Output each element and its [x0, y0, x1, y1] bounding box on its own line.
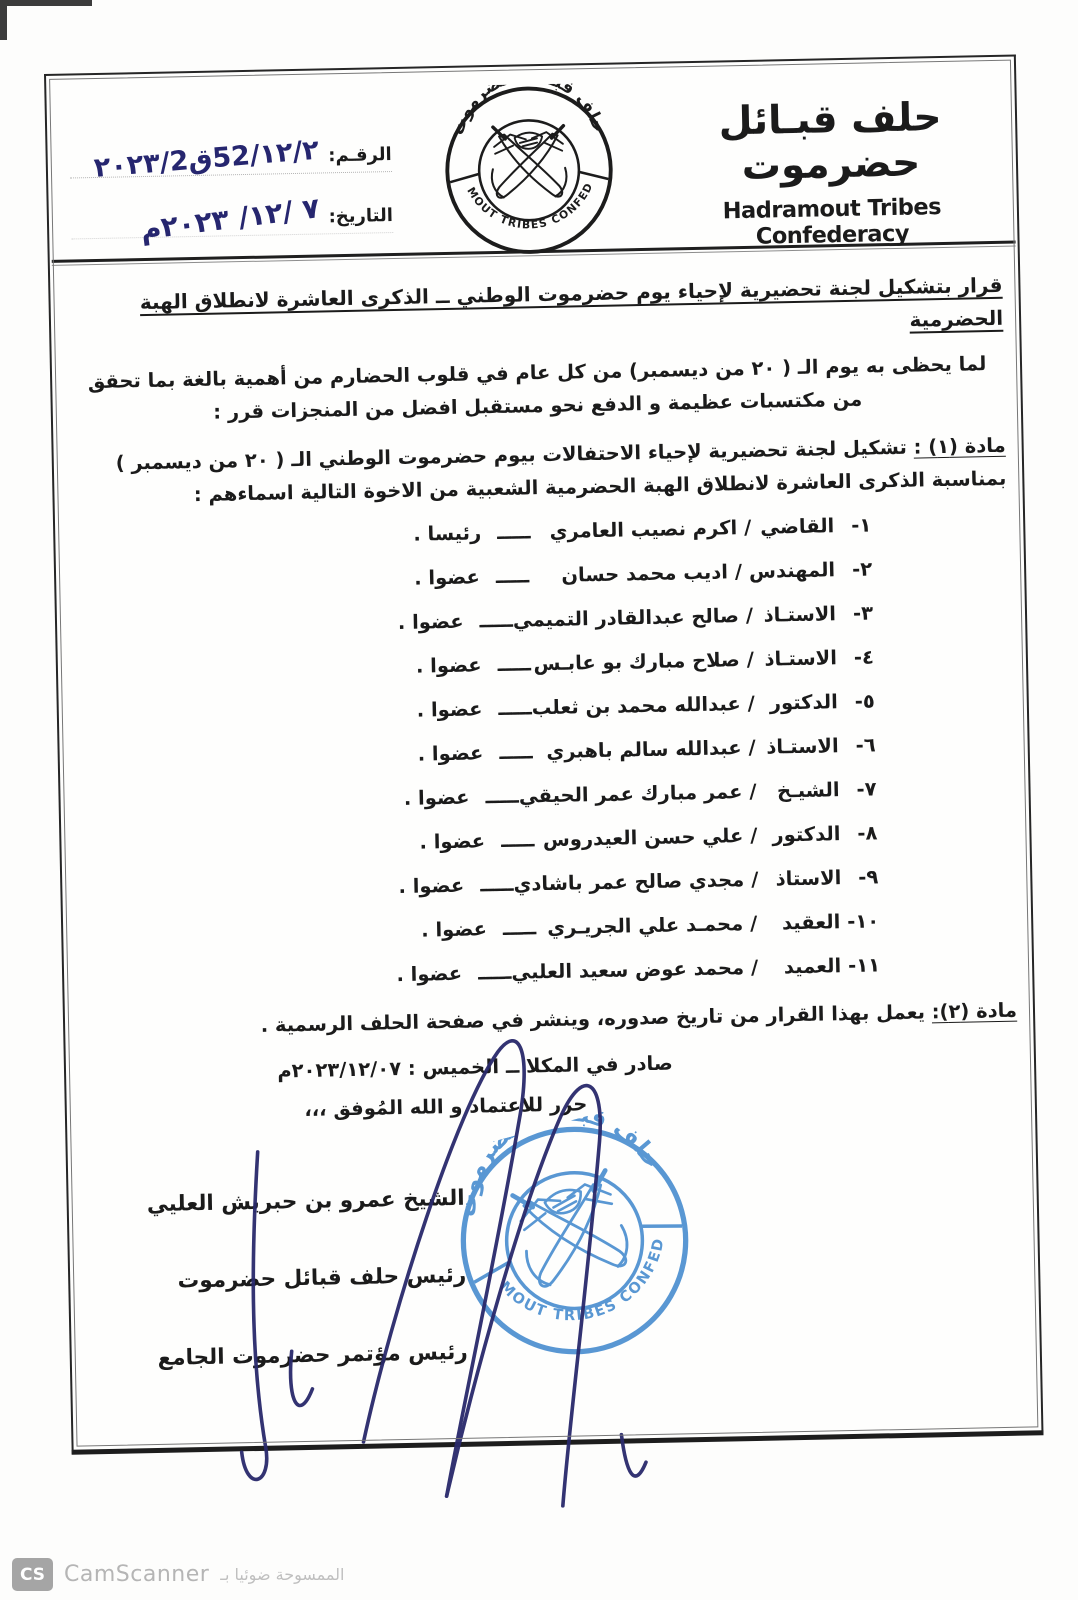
member-person-name: عبدالله محمد بن ثعلب: [531, 691, 741, 719]
article-1-label: مادة (١) :: [913, 433, 1006, 459]
member-person-name: اديب محمد حسان: [561, 559, 729, 587]
letterhead: [46, 57, 1017, 254]
member-role: عضوا .: [398, 873, 465, 898]
member-slash: /: [747, 691, 755, 715]
member-number: ١١-: [847, 952, 881, 977]
article-2-label: مادة (٢):: [931, 998, 1018, 1024]
member-number: ١-: [850, 512, 872, 537]
article-2-text: يعمل بهذا القرار من تاريخ صدوره، وينشر في صفحة الحلف الرسمية .: [260, 1000, 926, 1037]
member-name-group: [561, 557, 872, 586]
member-slash: /: [750, 867, 759, 891]
camscanner-badge-icon: CS: [12, 1558, 53, 1591]
member-person-name: محمد عوض سعيد العليي: [511, 955, 745, 984]
camscanner-name: CamScanner: [64, 1562, 210, 1587]
member-name-group: [546, 733, 876, 763]
member-person-name: صالح عبدالقادر التميمي: [512, 603, 740, 632]
member-slash: /: [749, 911, 758, 935]
org-name-block: [658, 73, 1003, 250]
member-role-group: [416, 652, 531, 677]
signatory-name: الشيخ عمرو بن حبريش العليي: [146, 1185, 465, 1218]
member-name-group: [511, 953, 880, 983]
member-name-group: [513, 601, 874, 631]
committee-members-list: [55, 499, 1033, 1002]
member-honorific: الدكتور: [769, 689, 838, 715]
member-honorific: الدكتور: [772, 821, 841, 847]
member-slash: /: [750, 955, 759, 979]
signatory-title-1: رئيس حلف قبائل حضرموت: [177, 1262, 467, 1294]
member-role-group: [413, 520, 531, 545]
member-role: رئيسا .: [413, 520, 482, 546]
scanned-with-label: الممسوحة ضوئيا بـ: [220, 1565, 345, 1584]
member-name-group: [533, 645, 874, 675]
member-slash: /: [750, 823, 758, 847]
ref-date-handwritten-value: م٢٠٢٣ /١٢/ ٧: [138, 191, 321, 247]
ref-number-row: [69, 111, 392, 184]
member-slash: /: [734, 559, 743, 583]
member-role: عضوا .: [419, 828, 486, 854]
member-slash: /: [743, 515, 752, 539]
member-name-group: [513, 865, 878, 895]
member-person-name: علي حسن العيدروس: [542, 823, 744, 851]
member-role-group: [417, 696, 532, 721]
member-number: ٣-: [852, 600, 874, 625]
member-person-name: عمر مبارك عمر الحيقي: [518, 779, 743, 808]
member-person-name: محمـد علي الجريـري: [547, 911, 744, 939]
member-number: ٥-: [854, 688, 875, 713]
member-person-name: مجدي صالح عمر باشادي: [513, 867, 745, 896]
issuance-line: صادر في المكلا ــ الخميس : ٢٠٢٣/١٢/٠٧م: [277, 1051, 673, 1083]
confederacy-logo-icon: [441, 83, 616, 258]
member-name-group: [547, 909, 879, 939]
member-dash: ـــــ: [477, 960, 512, 984]
member-honorific: الاستاذ: [775, 865, 842, 890]
handwritten-signature: [125, 1013, 698, 1600]
member-role-group: [421, 916, 536, 941]
article-1-text: تشكيل لجنة تحضيرية لإحياء الاحتفالات بيوم حضرموت الوطني الـ ( ٢٠ من ديسمبر ) بمناسبة الذكرى العاشرة لانطلاق الهبة الحضرمية الشعبية من الاخوة التالية اسماءهم :: [115, 435, 1007, 507]
member-name-group: [519, 777, 877, 807]
member-name-group: [549, 513, 871, 542]
member-role: عضوا .: [417, 740, 484, 766]
scan-artifact: [0, 0, 92, 6]
member-number: ١٠-: [847, 908, 880, 933]
preamble-paragraph: لما يحظى به يوم الـ ( ٢٠ من ديسمبر) من كل عام في قلوب الحضارم من أهمية بالغة بما تحقق من مكتسبات عظيمة و الدفع نحو مستقبل افضل من المنجزات قرر :: [87, 352, 987, 424]
member-dash: ـــــ: [479, 608, 514, 632]
ref-number-label: الرقـم:: [328, 144, 392, 167]
member-dash: ـــــ: [485, 784, 520, 808]
member-honorific: العقيد: [781, 909, 841, 934]
ref-date-row: [70, 172, 394, 247]
member-number: ٩-: [858, 864, 879, 889]
member-role-group: [404, 784, 519, 809]
member-dash: ـــــ: [497, 651, 532, 676]
member-role: عضوا .: [421, 916, 488, 942]
member-role-group: [396, 960, 511, 985]
member-role: عضوا .: [415, 652, 482, 678]
member-honorific: الاستـاذ: [766, 733, 839, 759]
decision-title: قرار بتشكيل لجنة تحضيرية لإحياء يوم حضرموت الوطني ــ الذكرى العاشرة لانطلاق الهبة الحضرمية: [139, 272, 1004, 332]
member-person-name: صلاح مبارك بو عابـس: [533, 647, 740, 675]
member-role: عضوا .: [396, 961, 463, 986]
member-dash: ـــــ: [499, 739, 533, 764]
signatory-title-2: رئيس مؤتمر حضرموت الجامع: [157, 1339, 468, 1371]
scan-artifact: [0, 0, 7, 40]
member-honorific: القاضي: [760, 513, 835, 539]
member-honorific: الاستـاذ: [763, 601, 837, 627]
member-number: ٦-: [855, 732, 876, 757]
member-slash: /: [746, 647, 755, 671]
member-name-group: [531, 689, 874, 719]
member-honorific: المهندس: [748, 557, 836, 583]
member-role: عضوا .: [413, 564, 481, 590]
article-1: [76, 429, 1007, 514]
member-slash: /: [745, 603, 754, 627]
ref-date-label: التاريخ:: [328, 205, 394, 228]
member-honorific: الشيـخ: [776, 777, 840, 802]
member-role: عضوا .: [403, 785, 470, 810]
member-person-name: عبدالله سالم باهبري: [546, 735, 742, 763]
member-role-group: [398, 872, 513, 897]
member-number: ٨-: [857, 820, 878, 845]
org-name-arabic: حلف قبـائل حضرموت: [718, 95, 942, 189]
member-role-group: [417, 740, 532, 765]
member-dash: ـــــ: [496, 519, 531, 544]
member-dash: ـــــ: [495, 563, 530, 588]
member-number: ٢-: [851, 556, 873, 581]
member-role: عضوا .: [397, 609, 464, 634]
logo-container: [396, 80, 661, 247]
member-dash: ـــــ: [479, 872, 514, 896]
ref-number-handwritten-value: ٢٠٢٣/2ق52/١٢/٢: [93, 134, 321, 184]
document-border-frame: [44, 54, 1044, 1454]
member-name-group: [543, 821, 878, 851]
member-dash: ـــــ: [498, 695, 532, 720]
member-role-group: [419, 828, 534, 853]
member-role-group: [414, 564, 529, 589]
member-number: ٧-: [856, 776, 877, 801]
member-role: عضوا .: [416, 696, 483, 722]
member-dash: ـــــ: [500, 827, 535, 852]
member-dash: ـــــ: [502, 915, 537, 940]
camscanner-footer: [12, 1558, 344, 1591]
member-honorific: الاستـاذ: [764, 645, 838, 671]
closing-line: حرر للاعتماد و الله المُوفق ،،،: [304, 1092, 588, 1121]
member-person-name: اكرم نصيب العامري: [549, 515, 738, 543]
member-slash: /: [748, 735, 756, 759]
member-number: ٤-: [853, 644, 875, 669]
member-slash: /: [749, 779, 757, 803]
member-honorific: العميد: [783, 953, 842, 978]
org-name-english: Hadramout Tribes Confederacy: [722, 193, 942, 250]
member-role-group: [398, 608, 513, 633]
reference-fields: [60, 85, 399, 254]
